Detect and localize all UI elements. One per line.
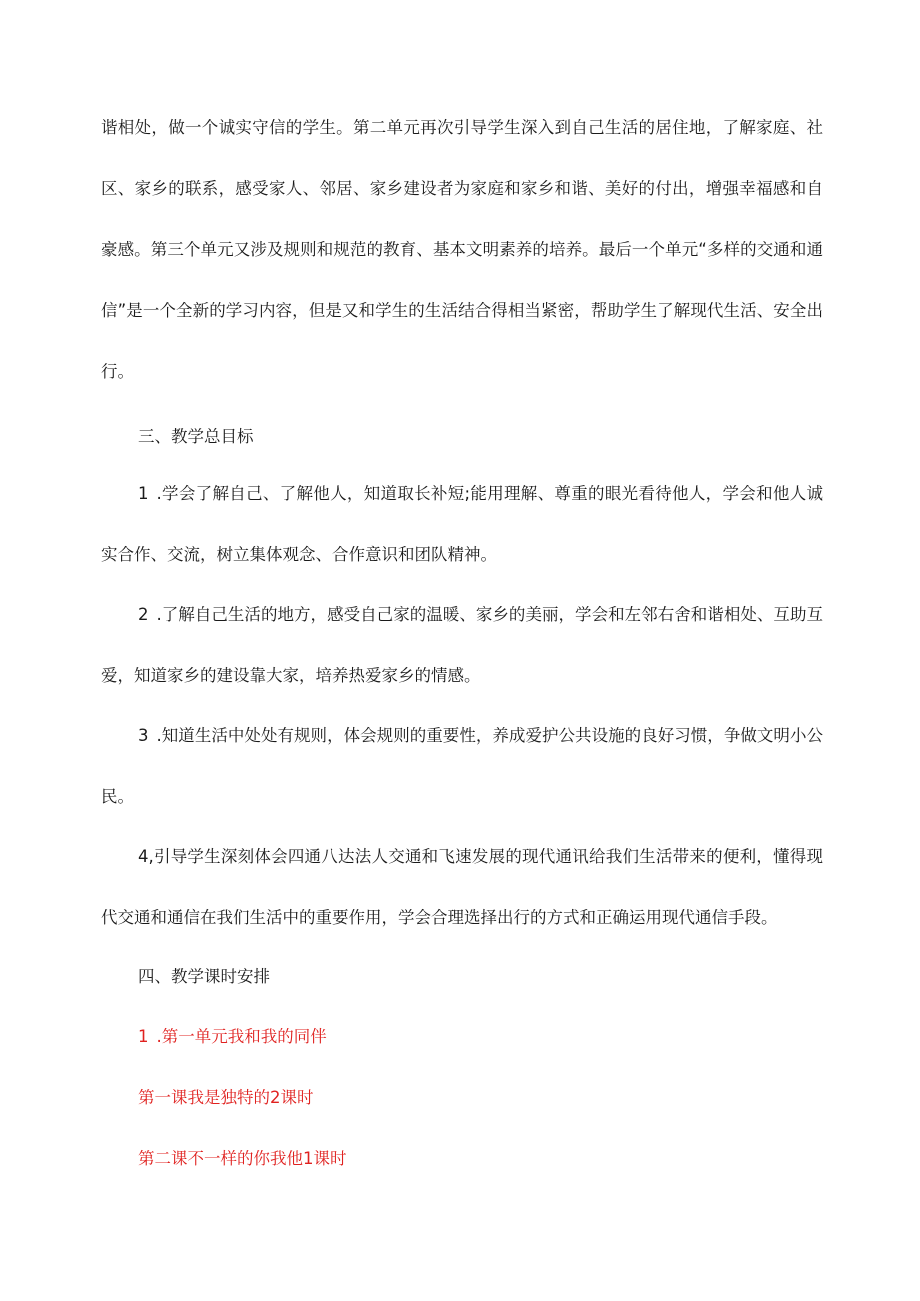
goal-number: 1 [138,484,149,503]
goal-item-3 [101,705,823,827]
unit-title: .第一单元我和我的同伴 [156,1027,327,1046]
goal-number: 3 [138,726,149,745]
intro-paragraph: 谐相处，做一个诚实守信的学生。第二单元再次引导学生深入到自己生活的居住地，了解家庭、社区、家乡的联系，感受家人、邻居、家乡建设者为家庭和家乡和谐、美好的付出，增强幸福感和自豪感。第三个单元又涉及规则和规范的教育、基本文明素养的培养。最后一个单元“多样的交通和通信”是一个全新的学习内容，但是又和学生的生活结合得相当紧密，帮助学生了解现代生活、安全出行。 [101,118,823,381]
goal-item-2 [101,584,823,706]
goal-item-1 [101,463,823,585]
goal-text: .知道生活中处处有规则，体会规则的重要性，养成爱护公共设施的良好习惯，争做文明小公民。 [101,726,823,806]
unit-number: 1 [138,1027,149,1046]
schedule-unit-1 [138,1025,327,1049]
goal-item-4: 4,引导学生深刻体会四通八达法人交通和飞速发展的现代通讯给我们生活带来的便利，懂得现代交通和通信在我们生活中的重要作用，学会合理选择出行的方式和正确运用现代通信手段。 [101,847,823,927]
goal-text: .学会了解自己、了解他人，知道取长补短;能用理解、尊重的眼光看待他人，学会和他人诚实合作、交流，树立集体观念、合作意识和团队精神。 [101,484,823,564]
schedule-lesson-1: 第一课我是独特的2课时 [138,1088,314,1107]
goal-text: .了解自己生活的地方，感受自己家的温暖、家乡的美丽，学会和左邻右舍和谐相处、互助互爱，知道家乡的建设靠大家，培养热爱家乡的情感。 [101,605,823,685]
section-heading-schedule: 四、教学课时安排 [138,967,270,986]
schedule-lesson-2: 第二课不一样的你我他1课时 [138,1149,347,1168]
section-heading-goals: 三、教学总目标 [138,427,254,446]
goal-number: 2 [138,605,149,624]
